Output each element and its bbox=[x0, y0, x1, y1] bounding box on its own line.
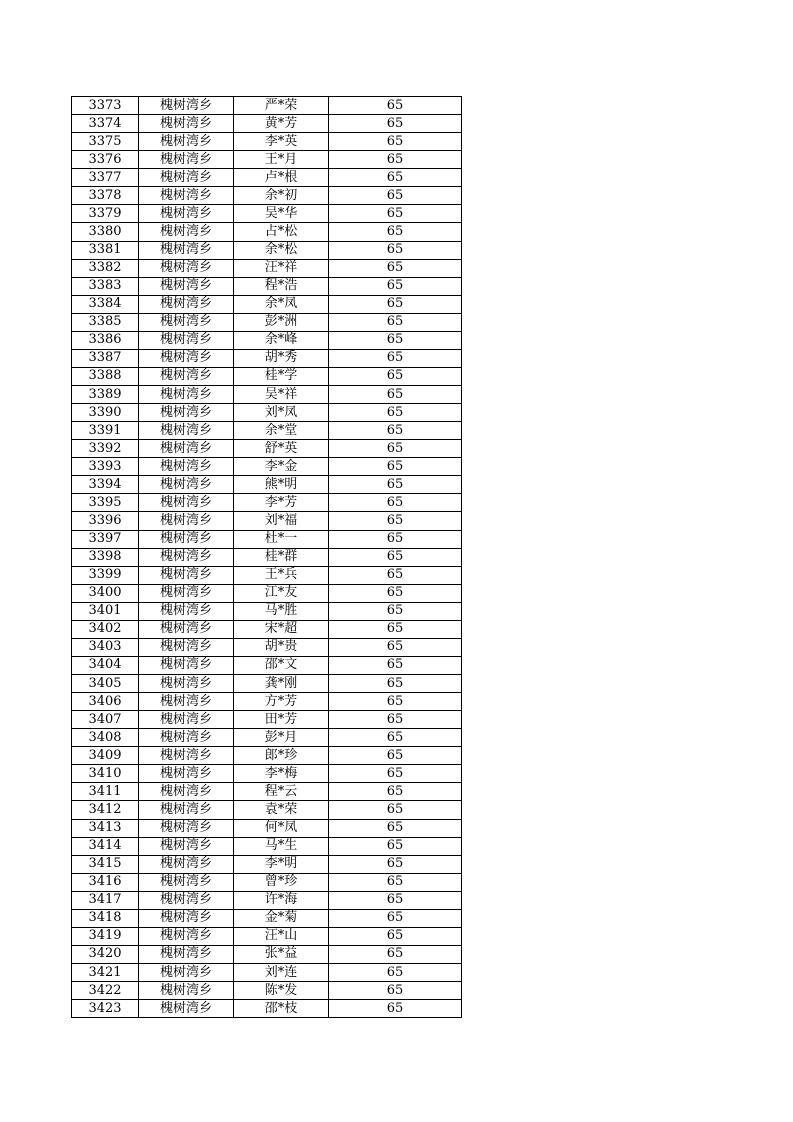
cell-township: 槐树湾乡 bbox=[139, 494, 234, 512]
cell-value: 65 bbox=[329, 331, 462, 349]
cell-value: 65 bbox=[329, 223, 462, 241]
cell-township: 槐树湾乡 bbox=[139, 783, 234, 801]
cell-number: 3423 bbox=[72, 1000, 139, 1018]
cell-name: 金*菊 bbox=[234, 909, 329, 927]
cell-number: 3403 bbox=[72, 638, 139, 656]
cell-township: 槐树湾乡 bbox=[139, 458, 234, 476]
cell-name: 邵*枝 bbox=[234, 1000, 329, 1018]
cell-number: 3392 bbox=[72, 440, 139, 458]
cell-value: 65 bbox=[329, 927, 462, 945]
cell-name: 程*云 bbox=[234, 783, 329, 801]
cell-name: 江*友 bbox=[234, 584, 329, 602]
cell-number: 3387 bbox=[72, 349, 139, 367]
cell-township: 槐树湾乡 bbox=[139, 187, 234, 205]
cell-name: 马*胜 bbox=[234, 602, 329, 620]
cell-value: 65 bbox=[329, 982, 462, 1000]
cell-name: 余*峰 bbox=[234, 331, 329, 349]
cell-township: 槐树湾乡 bbox=[139, 241, 234, 259]
table-row bbox=[72, 801, 462, 819]
cell-number: 3418 bbox=[72, 909, 139, 927]
cell-name: 吴*华 bbox=[234, 205, 329, 223]
table-row bbox=[72, 440, 462, 458]
cell-number: 3379 bbox=[72, 205, 139, 223]
table-row bbox=[72, 476, 462, 494]
cell-name: 黄*芳 bbox=[234, 115, 329, 133]
cell-township: 槐树湾乡 bbox=[139, 169, 234, 187]
cell-township: 槐树湾乡 bbox=[139, 295, 234, 313]
cell-name: 李*芳 bbox=[234, 494, 329, 512]
cell-name: 李*金 bbox=[234, 458, 329, 476]
table-row bbox=[72, 169, 462, 187]
cell-township: 槐树湾乡 bbox=[139, 386, 234, 404]
cell-name: 舒*英 bbox=[234, 440, 329, 458]
table-row bbox=[72, 964, 462, 982]
cell-value: 65 bbox=[329, 205, 462, 223]
cell-township: 槐树湾乡 bbox=[139, 638, 234, 656]
table-row bbox=[72, 386, 462, 404]
cell-value: 65 bbox=[329, 476, 462, 494]
cell-number: 3400 bbox=[72, 584, 139, 602]
cell-name: 汪*祥 bbox=[234, 259, 329, 277]
table-row bbox=[72, 675, 462, 693]
cell-value: 65 bbox=[329, 187, 462, 205]
cell-township: 槐树湾乡 bbox=[139, 223, 234, 241]
cell-township: 槐树湾乡 bbox=[139, 873, 234, 891]
cell-township: 槐树湾乡 bbox=[139, 133, 234, 151]
cell-number: 3419 bbox=[72, 927, 139, 945]
cell-name: 何*凤 bbox=[234, 819, 329, 837]
cell-name: 刘*福 bbox=[234, 512, 329, 530]
cell-name: 杜*一 bbox=[234, 530, 329, 548]
cell-number: 3373 bbox=[72, 97, 139, 115]
cell-number: 3421 bbox=[72, 964, 139, 982]
cell-name: 严*荣 bbox=[234, 97, 329, 115]
table-row bbox=[72, 404, 462, 422]
table-row bbox=[72, 494, 462, 512]
cell-township: 槐树湾乡 bbox=[139, 476, 234, 494]
cell-number: 3374 bbox=[72, 115, 139, 133]
cell-value: 65 bbox=[329, 97, 462, 115]
table-row bbox=[72, 1000, 462, 1018]
cell-number: 3377 bbox=[72, 169, 139, 187]
cell-name: 李*英 bbox=[234, 133, 329, 151]
cell-value: 65 bbox=[329, 765, 462, 783]
cell-township: 槐树湾乡 bbox=[139, 115, 234, 133]
cell-number: 3420 bbox=[72, 945, 139, 963]
cell-value: 65 bbox=[329, 638, 462, 656]
table-row bbox=[72, 349, 462, 367]
cell-number: 3394 bbox=[72, 476, 139, 494]
cell-value: 65 bbox=[329, 656, 462, 674]
cell-value: 65 bbox=[329, 602, 462, 620]
cell-number: 3409 bbox=[72, 747, 139, 765]
cell-township: 槐树湾乡 bbox=[139, 530, 234, 548]
cell-township: 槐树湾乡 bbox=[139, 765, 234, 783]
cell-number: 3415 bbox=[72, 855, 139, 873]
cell-value: 65 bbox=[329, 530, 462, 548]
cell-number: 3422 bbox=[72, 982, 139, 1000]
cell-number: 3404 bbox=[72, 656, 139, 674]
cell-number: 3398 bbox=[72, 548, 139, 566]
cell-name: 马*生 bbox=[234, 837, 329, 855]
cell-value: 65 bbox=[329, 945, 462, 963]
cell-number: 3376 bbox=[72, 151, 139, 169]
cell-number: 3396 bbox=[72, 512, 139, 530]
cell-number: 3381 bbox=[72, 241, 139, 259]
table-row bbox=[72, 819, 462, 837]
table-row bbox=[72, 259, 462, 277]
cell-value: 65 bbox=[329, 1000, 462, 1018]
cell-value: 65 bbox=[329, 693, 462, 711]
table-row bbox=[72, 295, 462, 313]
cell-value: 65 bbox=[329, 115, 462, 133]
cell-township: 槐树湾乡 bbox=[139, 422, 234, 440]
cell-township: 槐树湾乡 bbox=[139, 982, 234, 1000]
table-row bbox=[72, 711, 462, 729]
table-row bbox=[72, 548, 462, 566]
table-row bbox=[72, 982, 462, 1000]
cell-value: 65 bbox=[329, 837, 462, 855]
cell-number: 3416 bbox=[72, 873, 139, 891]
table-row bbox=[72, 693, 462, 711]
cell-value: 65 bbox=[329, 313, 462, 331]
cell-number: 3393 bbox=[72, 458, 139, 476]
cell-name: 张*益 bbox=[234, 945, 329, 963]
cell-value: 65 bbox=[329, 675, 462, 693]
cell-name: 曾*珍 bbox=[234, 873, 329, 891]
cell-name: 桂*群 bbox=[234, 548, 329, 566]
table-row bbox=[72, 331, 462, 349]
cell-value: 65 bbox=[329, 494, 462, 512]
cell-number: 3375 bbox=[72, 133, 139, 151]
cell-number: 3407 bbox=[72, 711, 139, 729]
table-row bbox=[72, 909, 462, 927]
table-row bbox=[72, 151, 462, 169]
cell-value: 65 bbox=[329, 566, 462, 584]
cell-township: 槐树湾乡 bbox=[139, 205, 234, 223]
cell-name: 刘*凤 bbox=[234, 404, 329, 422]
cell-value: 65 bbox=[329, 151, 462, 169]
cell-name: 余*松 bbox=[234, 241, 329, 259]
cell-name: 桂*学 bbox=[234, 367, 329, 385]
cell-name: 汪*山 bbox=[234, 927, 329, 945]
cell-name: 熊*明 bbox=[234, 476, 329, 494]
cell-name: 王*月 bbox=[234, 151, 329, 169]
cell-number: 3384 bbox=[72, 295, 139, 313]
cell-value: 65 bbox=[329, 241, 462, 259]
cell-number: 3414 bbox=[72, 837, 139, 855]
table-row bbox=[72, 566, 462, 584]
cell-township: 槐树湾乡 bbox=[139, 964, 234, 982]
cell-township: 槐树湾乡 bbox=[139, 97, 234, 115]
cell-value: 65 bbox=[329, 783, 462, 801]
cell-value: 65 bbox=[329, 819, 462, 837]
table-row bbox=[72, 729, 462, 747]
cell-number: 3390 bbox=[72, 404, 139, 422]
cell-township: 槐树湾乡 bbox=[139, 855, 234, 873]
cell-value: 65 bbox=[329, 169, 462, 187]
cell-number: 3406 bbox=[72, 693, 139, 711]
table-body bbox=[72, 97, 462, 1018]
cell-number: 3412 bbox=[72, 801, 139, 819]
cell-number: 3411 bbox=[72, 783, 139, 801]
cell-name: 刘*连 bbox=[234, 964, 329, 982]
cell-number: 3401 bbox=[72, 602, 139, 620]
cell-name: 龚*刚 bbox=[234, 675, 329, 693]
cell-name: 许*海 bbox=[234, 891, 329, 909]
table-row bbox=[72, 187, 462, 205]
table-row bbox=[72, 747, 462, 765]
cell-number: 3378 bbox=[72, 187, 139, 205]
cell-name: 胡*秀 bbox=[234, 349, 329, 367]
table-row bbox=[72, 512, 462, 530]
cell-number: 3385 bbox=[72, 313, 139, 331]
cell-value: 65 bbox=[329, 422, 462, 440]
table-row bbox=[72, 873, 462, 891]
cell-township: 槐树湾乡 bbox=[139, 729, 234, 747]
cell-township: 槐树湾乡 bbox=[139, 331, 234, 349]
data-table bbox=[71, 96, 462, 1018]
cell-name: 宋*超 bbox=[234, 620, 329, 638]
cell-value: 65 bbox=[329, 548, 462, 566]
cell-township: 槐树湾乡 bbox=[139, 349, 234, 367]
cell-number: 3405 bbox=[72, 675, 139, 693]
cell-value: 65 bbox=[329, 964, 462, 982]
table-row bbox=[72, 891, 462, 909]
table-row bbox=[72, 927, 462, 945]
cell-value: 65 bbox=[329, 367, 462, 385]
cell-number: 3413 bbox=[72, 819, 139, 837]
table-row bbox=[72, 205, 462, 223]
table-row bbox=[72, 656, 462, 674]
cell-name: 王*兵 bbox=[234, 566, 329, 584]
table-row bbox=[72, 133, 462, 151]
table-row bbox=[72, 620, 462, 638]
cell-township: 槐树湾乡 bbox=[139, 711, 234, 729]
cell-township: 槐树湾乡 bbox=[139, 747, 234, 765]
table-row bbox=[72, 530, 462, 548]
table-row bbox=[72, 277, 462, 295]
table-row bbox=[72, 458, 462, 476]
cell-number: 3386 bbox=[72, 331, 139, 349]
table-row bbox=[72, 783, 462, 801]
cell-number: 3389 bbox=[72, 386, 139, 404]
cell-township: 槐树湾乡 bbox=[139, 548, 234, 566]
cell-township: 槐树湾乡 bbox=[139, 693, 234, 711]
cell-number: 3388 bbox=[72, 367, 139, 385]
table-row bbox=[72, 367, 462, 385]
cell-value: 65 bbox=[329, 133, 462, 151]
cell-township: 槐树湾乡 bbox=[139, 404, 234, 422]
cell-township: 槐树湾乡 bbox=[139, 313, 234, 331]
table-row bbox=[72, 313, 462, 331]
table-row bbox=[72, 584, 462, 602]
cell-number: 3417 bbox=[72, 891, 139, 909]
cell-township: 槐树湾乡 bbox=[139, 909, 234, 927]
cell-name: 余*凤 bbox=[234, 295, 329, 313]
cell-name: 彭*月 bbox=[234, 729, 329, 747]
cell-number: 3408 bbox=[72, 729, 139, 747]
table-row bbox=[72, 115, 462, 133]
cell-value: 65 bbox=[329, 873, 462, 891]
cell-township: 槐树湾乡 bbox=[139, 584, 234, 602]
cell-name: 占*松 bbox=[234, 223, 329, 241]
table-row bbox=[72, 223, 462, 241]
cell-number: 3399 bbox=[72, 566, 139, 584]
cell-township: 槐树湾乡 bbox=[139, 259, 234, 277]
cell-township: 槐树湾乡 bbox=[139, 602, 234, 620]
table-row bbox=[72, 422, 462, 440]
cell-name: 邵*文 bbox=[234, 656, 329, 674]
table-row bbox=[72, 765, 462, 783]
cell-name: 田*芳 bbox=[234, 711, 329, 729]
cell-name: 郎*珍 bbox=[234, 747, 329, 765]
table-row bbox=[72, 602, 462, 620]
cell-value: 65 bbox=[329, 909, 462, 927]
cell-value: 65 bbox=[329, 458, 462, 476]
cell-name: 陈*发 bbox=[234, 982, 329, 1000]
cell-value: 65 bbox=[329, 295, 462, 313]
cell-name: 袁*荣 bbox=[234, 801, 329, 819]
table-row bbox=[72, 855, 462, 873]
cell-value: 65 bbox=[329, 277, 462, 295]
cell-value: 65 bbox=[329, 729, 462, 747]
cell-value: 65 bbox=[329, 349, 462, 367]
cell-name: 彭*洲 bbox=[234, 313, 329, 331]
cell-number: 3402 bbox=[72, 620, 139, 638]
cell-township: 槐树湾乡 bbox=[139, 151, 234, 169]
document-sheet bbox=[71, 96, 462, 1018]
table-row bbox=[72, 97, 462, 115]
cell-value: 65 bbox=[329, 711, 462, 729]
cell-township: 槐树湾乡 bbox=[139, 367, 234, 385]
cell-name: 余*堂 bbox=[234, 422, 329, 440]
cell-township: 槐树湾乡 bbox=[139, 945, 234, 963]
cell-value: 65 bbox=[329, 440, 462, 458]
cell-value: 65 bbox=[329, 747, 462, 765]
cell-number: 3397 bbox=[72, 530, 139, 548]
cell-name: 卢*根 bbox=[234, 169, 329, 187]
cell-name: 余*初 bbox=[234, 187, 329, 205]
cell-value: 65 bbox=[329, 620, 462, 638]
cell-value: 65 bbox=[329, 891, 462, 909]
table-row bbox=[72, 945, 462, 963]
cell-township: 槐树湾乡 bbox=[139, 620, 234, 638]
cell-value: 65 bbox=[329, 584, 462, 602]
cell-township: 槐树湾乡 bbox=[139, 819, 234, 837]
cell-number: 3391 bbox=[72, 422, 139, 440]
cell-value: 65 bbox=[329, 801, 462, 819]
cell-value: 65 bbox=[329, 855, 462, 873]
cell-township: 槐树湾乡 bbox=[139, 512, 234, 530]
cell-number: 3382 bbox=[72, 259, 139, 277]
cell-name: 方*芳 bbox=[234, 693, 329, 711]
cell-township: 槐树湾乡 bbox=[139, 566, 234, 584]
cell-township: 槐树湾乡 bbox=[139, 801, 234, 819]
cell-township: 槐树湾乡 bbox=[139, 277, 234, 295]
cell-township: 槐树湾乡 bbox=[139, 656, 234, 674]
table-row bbox=[72, 837, 462, 855]
cell-number: 3395 bbox=[72, 494, 139, 512]
cell-number: 3410 bbox=[72, 765, 139, 783]
cell-township: 槐树湾乡 bbox=[139, 891, 234, 909]
cell-number: 3383 bbox=[72, 277, 139, 295]
cell-township: 槐树湾乡 bbox=[139, 440, 234, 458]
cell-number: 3380 bbox=[72, 223, 139, 241]
cell-value: 65 bbox=[329, 259, 462, 277]
cell-name: 李*明 bbox=[234, 855, 329, 873]
cell-township: 槐树湾乡 bbox=[139, 675, 234, 693]
table-row bbox=[72, 638, 462, 656]
cell-township: 槐树湾乡 bbox=[139, 927, 234, 945]
cell-name: 吴*祥 bbox=[234, 386, 329, 404]
cell-township: 槐树湾乡 bbox=[139, 1000, 234, 1018]
cell-township: 槐树湾乡 bbox=[139, 837, 234, 855]
cell-name: 李*梅 bbox=[234, 765, 329, 783]
cell-value: 65 bbox=[329, 404, 462, 422]
table-row bbox=[72, 241, 462, 259]
cell-value: 65 bbox=[329, 386, 462, 404]
cell-name: 胡*贵 bbox=[234, 638, 329, 656]
cell-value: 65 bbox=[329, 512, 462, 530]
cell-name: 程*浩 bbox=[234, 277, 329, 295]
